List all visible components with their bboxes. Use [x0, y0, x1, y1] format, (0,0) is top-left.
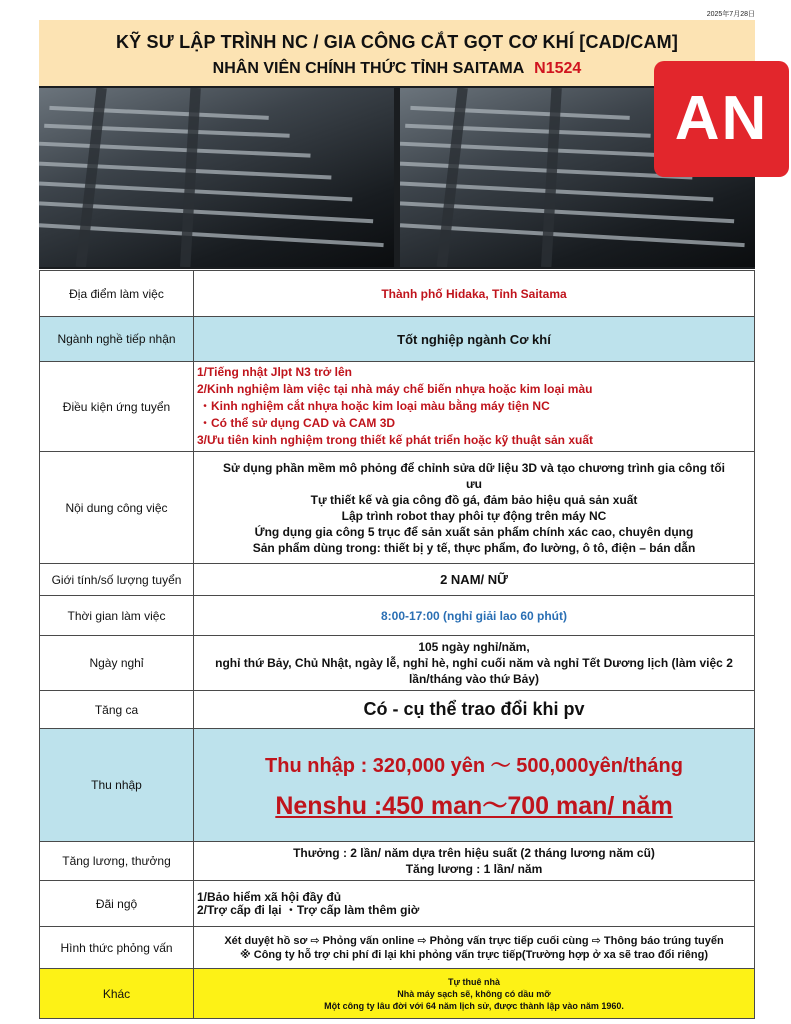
- table-row-job: [40, 452, 755, 564]
- benefit-line: 1/Bảo hiểm xã hội đầy đủ: [197, 889, 342, 904]
- condition-line: ・Kinh nghiệm cắt nhựa hoặc kim loại màu bằng máy tiện NC: [199, 399, 550, 413]
- table-row-raise: [40, 842, 755, 881]
- raise-line: Thưởng : 2 lần/ năm dựa trên hiệu suất (2 tháng lương năm cũ): [293, 846, 655, 860]
- row-label: Giới tính/số lượng tuyển: [40, 564, 194, 596]
- condition-line: 1/Tiếng nhật Jlpt N3 trở lên: [197, 365, 352, 379]
- benefit-line: 2/Trợ cấp đi lại ・Trợ cấp làm thêm giờ: [197, 902, 420, 917]
- major-value: Tốt nghiệp ngành Cơ khí: [194, 317, 755, 362]
- row-label: Ngày nghỉ: [40, 636, 194, 691]
- income-value: [194, 729, 755, 842]
- other-value: [194, 969, 755, 1019]
- photo-strip: [39, 86, 755, 269]
- row-label: Địa điểm làm việc: [40, 271, 194, 317]
- income-yearly: Nenshu :450 man～700 man/ năm: [275, 791, 673, 820]
- tool-rack-photo-left: [39, 88, 394, 267]
- page-header: [39, 20, 755, 86]
- other-line: Tự thuê nhà: [447, 976, 500, 987]
- gender-value: 2 NAM/ NỮ: [194, 564, 755, 596]
- table-row-holidays: [40, 636, 755, 691]
- interview-line: ※ Công ty hỗ trợ chi phí đi lại khi phỏng vấn trực tiếp(Trường hợp ở xa sẽ trao đổi riêng): [240, 948, 708, 961]
- condition-line: ・Có thể sử dụng CAD và CAM 3D: [199, 416, 396, 430]
- table-row-location: [40, 271, 755, 317]
- table-row-income: [40, 729, 755, 842]
- table-row-conditions: [40, 362, 755, 452]
- overtime-value: Có - cụ thể trao đổi khi pv: [194, 691, 755, 729]
- row-label: Thời gian làm việc: [40, 596, 194, 636]
- holiday-line: nghỉ thứ Bảy, Chủ Nhật, ngày lễ, nghỉ hè, nghỉ cuối năm và nghỉ Tết Dương lịch (làm việc 2 lần/tháng vào thứ Bảy): [215, 656, 733, 686]
- job-line: Tự thiết kế và gia công đồ gá, đảm bảo hiệu quả sản xuất: [310, 492, 638, 507]
- hours-value: 8:00-17:00 (nghỉ giải lao 60 phút): [194, 596, 755, 636]
- income-monthly: Thu nhập : 320,000 yên ～ 500,000yên/tháng: [265, 754, 683, 777]
- table-row-gender: [40, 564, 755, 596]
- condition-line: 2/Kinh nghiệm làm việc tại nhà máy chế biến nhựa hoặc kim loại màu: [197, 382, 593, 396]
- row-label: Thu nhập: [40, 729, 194, 842]
- row-label: Điều kiện ứng tuyển: [40, 362, 194, 452]
- job-line: Sử dụng phần mềm mô phỏng để chỉnh sửa dữ liệu 3D và tạo chương trình gia công tối ưu: [223, 460, 725, 491]
- job-line: Lập trình robot thay phôi tự động trên máy NC: [341, 508, 607, 523]
- job-code: N1524: [534, 60, 582, 77]
- job-line: Sản phẩm dùng trong: thiết bị y tế, thực phẩm, đo lường, ô tô, điện – bán dẫn: [252, 540, 696, 555]
- row-label: Đãi ngộ: [40, 881, 194, 927]
- row-label: Ngành nghề tiếp nhận: [40, 317, 194, 362]
- condition-line: 3/Ưu tiên kinh nghiệm trong thiết kế phát triển hoặc kỹ thuật sản xuất: [197, 433, 594, 447]
- job-value: [194, 452, 755, 564]
- raise-value: [194, 842, 755, 881]
- location-value: Thành phố Hidaka, Tỉnh Saitama: [194, 271, 755, 317]
- holidays-value: [194, 636, 755, 691]
- page-subtitle: NHÂN VIÊN CHÍNH THỨC TỈNH SAITAMA: [212, 60, 524, 77]
- interview-value: [194, 927, 755, 969]
- table-row-benefits: [40, 881, 755, 927]
- row-label: Tăng ca: [40, 691, 194, 729]
- raise-line: Tăng lương : 1 lần/ năm: [405, 862, 543, 876]
- table-row-major: [40, 317, 755, 362]
- row-label: Nội dung công việc: [40, 452, 194, 564]
- table-row-interview: [40, 927, 755, 969]
- row-label: Tăng lương, thưởng: [40, 842, 194, 881]
- row-label: Hình thức phỏng vấn: [40, 927, 194, 969]
- benefits-value: [194, 881, 755, 927]
- holiday-line: 105 ngày nghỉ/năm,: [418, 640, 530, 654]
- company-logo: AN: [654, 61, 789, 177]
- conditions-value: [194, 362, 755, 452]
- page-title: KỸ SƯ LẬP TRÌNH NC / GIA CÔNG CẮT GỌT CƠ KHÍ [CAD/CAM]: [115, 32, 679, 52]
- page-subtitle-line: [39, 60, 755, 78]
- job-line: Ứng dụng gia công 5 trục để sản xuất sản phẩm chính xác cao, chuyên dụng: [254, 524, 694, 539]
- table-row-hours: [40, 596, 755, 636]
- job-info-table: [39, 270, 755, 1019]
- table-row-other: [40, 969, 755, 1019]
- row-label: Khác: [40, 969, 194, 1019]
- interview-line: Xét duyệt hồ sơ ⇨ Phỏng vấn online ⇨ Phỏng vấn trực tiếp cuối cùng ⇨ Thông báo trúng tuyển: [224, 934, 724, 947]
- table-row-overtime: [40, 691, 755, 729]
- other-line: Nhà máy sạch sẽ, không có dầu mỡ: [397, 988, 551, 999]
- document-date: 2025年7月28日: [706, 11, 755, 18]
- other-line: Một công ty lâu đời với 64 năm lịch sử, được thành lập vào năm 1960.: [324, 1000, 624, 1011]
